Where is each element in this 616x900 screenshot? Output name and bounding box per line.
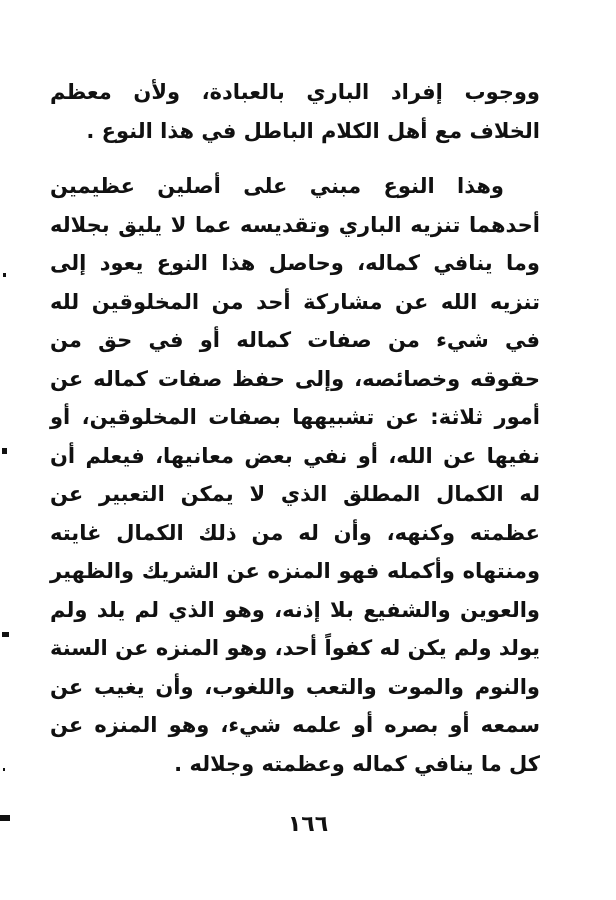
scan-mark <box>0 815 10 821</box>
scan-mark <box>3 768 5 771</box>
paragraph-continuation: ووجوب إفراد الباري بالعبادة، ولأن معظم الخلاف مع أهل الكلام الباطل في هذا النوع . <box>50 80 540 143</box>
page-number: ١٦٦ <box>287 812 329 837</box>
scan-mark <box>2 632 9 637</box>
scan-mark <box>2 448 7 454</box>
scan-mark <box>3 273 6 277</box>
paragraph-main: وهذا النوع مبني على أصلين عظيمين أحدهما تنزيه الباري وتقديسه عما لا يليق بجلاله وما ينافي كماله، وحاصل هذا النوع يعود إلى تنزيه الله عن مشاركة أحد من المخلوقين لله في شيء من صفات كماله أو في حق من حقوقه وخصائصه، وإلى حفظ صفات كماله عن أمور ثلاثة: عن تشبيهها بصفات المخلوقين، أو نفيها عن الله، أو نفي بعض معانيها، فيعلم أن له الكمال المطلق الذي لا يمكن التعبير عن عظمته وكنهه، وأن له من ذلك الكمال غايته ومنتهاه وأكمله فهو المنزه عن الشريك والظهير والعوين والشفيع بلا إذنه، وهو الذي لم يلد ولم يولد ولم يكن له كفواً أحد، وهو المنزه عن السنة والنوم والموت والتعب واللغوب، وأن يغيب عن سمعه أو بصره أو علمه شيء، وهو المنزه عن كل ما ينافي كماله وعظمته وجلاله . <box>50 174 540 776</box>
